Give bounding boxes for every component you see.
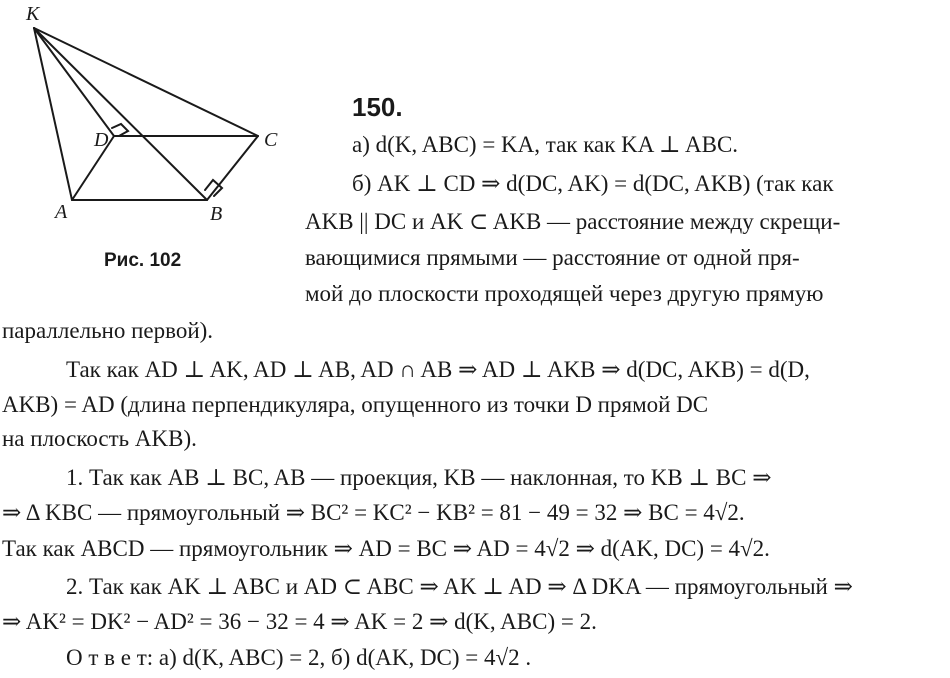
text-line: Так как AD ⊥ AK, AD ⊥ AB, AD ∩ AB ⇒ AD ⊥ AKB ⇒ d(DC, AKB) = d(D, <box>66 357 810 382</box>
text-line: Так как ABCD — прямоугольник ⇒ AD = BC ⇒ AD = 4√2 ⇒ d(AK, DC) = 4√2. <box>2 536 770 561</box>
text-line: ⇒ AK² = DK² − AD² = 36 − 32 = 4 ⇒ AK = 2 ⇒ d(K, ABC) = 2. <box>2 609 597 634</box>
label-d: D <box>94 129 109 151</box>
label-c: C <box>264 129 278 151</box>
label-b: B <box>210 203 223 225</box>
edge-bc <box>207 136 258 200</box>
text-line: AKB || DC и AK ⊂ AKB — расстояние между скрещи- <box>305 209 841 234</box>
text-line: а) d(K, ABC) = KA, так как KA ⊥ ABC. <box>352 132 739 157</box>
text-line: мой до плоскости проходящей через другую прямую <box>305 281 824 306</box>
text-line: ⇒ Δ KBC — прямоугольный ⇒ BC² = KC² − KB² = 81 − 49 = 32 ⇒ BC = 4√2. <box>2 500 745 525</box>
text-line: 2. Так как AK ⊥ ABC и AD ⊂ ABC ⇒ AK ⊥ AD ⇒ Δ DKA — прямоугольный ⇒ <box>66 574 853 599</box>
text-line: 1. Так как AB ⊥ BC, AB — проекция, KB — наклонная, то KB ⊥ BC ⇒ <box>66 465 772 490</box>
text-line: на плоскость AKB). <box>2 426 197 451</box>
text-line: AKB) = AD (длина перпендикуляра, опущенного из точки D прямой DC <box>2 392 709 417</box>
answer-line: О т в е т: а) d(K, ABC) = 2, б) d(AK, DC) = 4√2 . <box>66 645 532 670</box>
text-line: б) AK ⊥ CD ⇒ d(DC, AK) = d(DC, AKB) (так как <box>352 171 834 196</box>
right-angle-d <box>112 124 128 136</box>
text-line: вающимися прямыми — расстояние от одной пря- <box>305 245 800 270</box>
right-angle-b <box>205 180 222 196</box>
problem-number: 150. <box>352 92 403 122</box>
text-line: параллельно первой). <box>2 318 214 343</box>
edge-kb <box>34 28 207 200</box>
edge-kc <box>34 28 258 136</box>
label-k: K <box>26 3 40 25</box>
label-a: A <box>55 201 68 223</box>
geometry-figure <box>0 0 300 230</box>
figure-caption: Рис. 102 <box>104 250 182 271</box>
